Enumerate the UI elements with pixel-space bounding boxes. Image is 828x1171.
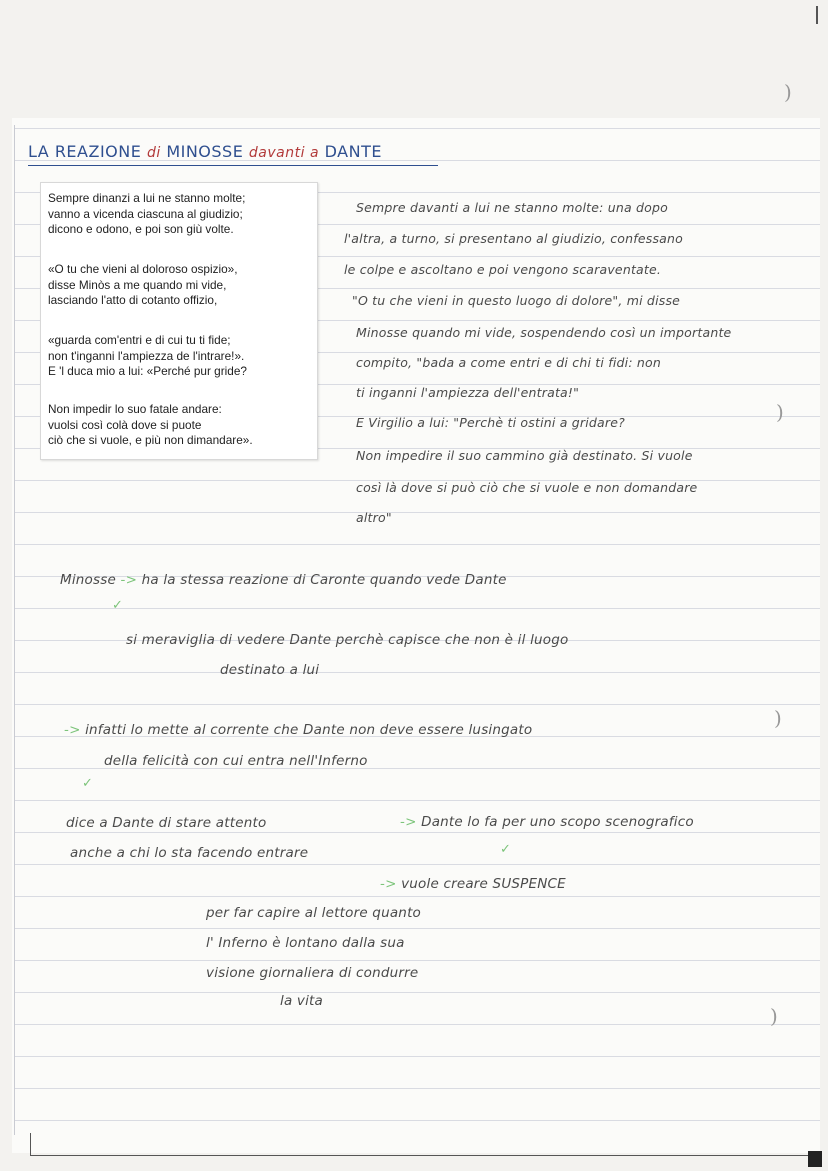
verse-line: ciò che si vuole, e più non dimandare». <box>48 433 253 447</box>
ruled-line <box>14 960 820 961</box>
hole-mark-icon: ) <box>770 1004 778 1028</box>
ruled-line <box>14 1056 820 1057</box>
title-underline <box>28 165 438 166</box>
paraphrase-line: l'altra, a turno, si presentano al giudizio, confessano <box>344 231 684 246</box>
tercet-3 <box>48 333 310 380</box>
check-icon: ✓ <box>500 842 511 857</box>
note-line: la vita <box>280 993 324 1009</box>
title-part: davanti a <box>248 145 320 161</box>
verse-line: «O tu che vieni al doloroso ospizio», <box>48 262 238 276</box>
page-title <box>28 142 382 161</box>
verse-line: disse Minòs a me quando mi vide, <box>48 277 227 292</box>
paraphrase-line: compito, "bada a come entri e di chi ti fidi: non <box>356 355 661 370</box>
note-text: Dante lo fa per uno scopo scenografico <box>421 814 694 830</box>
verse-line: Sempre dinanzi a lui ne stanno molte; <box>48 191 246 205</box>
verse-line: E 'l duca mio a lui: «Perché pur gride? <box>48 364 247 378</box>
tercet-4 <box>48 402 310 449</box>
ruled-line <box>14 1024 820 1025</box>
ruled-line <box>14 896 820 897</box>
title-part: LA REAZIONE <box>28 142 142 161</box>
scan-corner <box>808 1151 822 1167</box>
ruled-line <box>14 864 820 865</box>
tercet-1 <box>48 191 310 238</box>
paraphrase-line: altro" <box>356 510 392 525</box>
note-line: della felicità con cui entra nell'Inferno <box>104 753 368 769</box>
arrow-icon: -> <box>380 876 397 892</box>
tercet-2 <box>48 262 310 309</box>
verse-line: lasciando l'atto di cotanto offizio, <box>48 293 218 307</box>
verse-line: vanno a vicenda ciascuna al giudizio; <box>48 206 243 221</box>
paraphrase-line: E Virgilio a lui: "Perchè ti ostini a gridare? <box>356 415 625 430</box>
note-line: dice a Dante di stare attento <box>66 815 267 831</box>
ruled-line <box>14 800 820 801</box>
verse-line: «guarda com'entri e di cui tu ti fide; <box>48 333 231 347</box>
verse-line: vuolsi così colà dove si puote <box>48 417 202 432</box>
hole-mark-icon: ) <box>774 706 782 730</box>
ruled-line <box>14 1120 820 1121</box>
paraphrase-line: Sempre davanti a lui ne stanno molte: una dopo <box>356 200 668 215</box>
verse-line: dicono e odono, e poi son giù volte. <box>48 222 234 236</box>
ruled-line <box>14 832 820 833</box>
note-text: ha la stessa reazione di Caronte quando vede Dante <box>141 572 507 588</box>
arrow-icon: -> <box>120 572 138 588</box>
ruled-line <box>14 1088 820 1089</box>
ruled-line <box>14 992 820 993</box>
check-icon: ✓ <box>112 598 123 613</box>
note-suspence <box>380 876 566 892</box>
paraphrase-line: "O tu che vieni in questo luogo di dolore", mi disse <box>352 293 681 308</box>
ruled-line <box>14 704 820 705</box>
ruled-line <box>14 608 820 609</box>
margin-line <box>14 125 15 1135</box>
note-text: vuole creare SUSPENCE <box>401 876 566 892</box>
verse-line: non t'inganni l'ampiezza de l'intrare!». <box>48 348 245 363</box>
title-part: MINOSSE <box>166 142 244 161</box>
note-line: destinato a lui <box>220 662 320 678</box>
verse-line: Non impedir lo suo fatale andare: <box>48 402 222 416</box>
title-part: DANTE <box>324 142 382 161</box>
ruled-line <box>14 544 820 545</box>
note-infatti <box>64 722 532 738</box>
ruled-line <box>14 128 820 129</box>
arrow-icon: -> <box>400 814 417 830</box>
hole-mark-icon: ) <box>784 80 792 104</box>
ruled-line <box>14 512 820 513</box>
note-scopo <box>400 814 694 830</box>
paraphrase-line: Minosse quando mi vide, sospendendo così un importante <box>356 325 732 340</box>
arrow-icon: -> <box>64 722 81 738</box>
note-text: infatti lo mette al corrente che Dante non deve essere lusingato <box>85 722 533 738</box>
paraphrase-line: Non impedire il suo cammino già destinato. Si vuole <box>356 448 693 463</box>
paraphrase-line: così là dove si può ciò che si vuole e non domandare <box>356 480 698 495</box>
note-minosse <box>60 572 507 588</box>
paraphrase-line: ti inganni l'ampiezza dell'entrata!" <box>356 385 580 400</box>
note-line: per far capire al lettore quanto <box>206 905 422 921</box>
check-icon: ✓ <box>82 776 93 791</box>
hole-mark-icon: ) <box>776 400 784 424</box>
ruled-line <box>14 672 820 673</box>
note-line: l' Inferno è lontano dalla sua <box>206 935 405 951</box>
note-line: si meraviglia di vedere Dante perchè capisce che non è il luogo <box>126 632 569 648</box>
paraphrase-line: le colpe e ascoltano e poi vengono scaraventate. <box>344 262 662 277</box>
scan-mark <box>816 6 818 24</box>
title-part: di <box>146 145 161 161</box>
note-text: Minosse <box>60 572 116 588</box>
note-line: anche a chi lo sta facendo entrare <box>70 845 309 861</box>
ruled-line <box>14 928 820 929</box>
note-line: visione giornaliera di condurre <box>206 965 419 981</box>
bottom-frame <box>30 1133 819 1156</box>
